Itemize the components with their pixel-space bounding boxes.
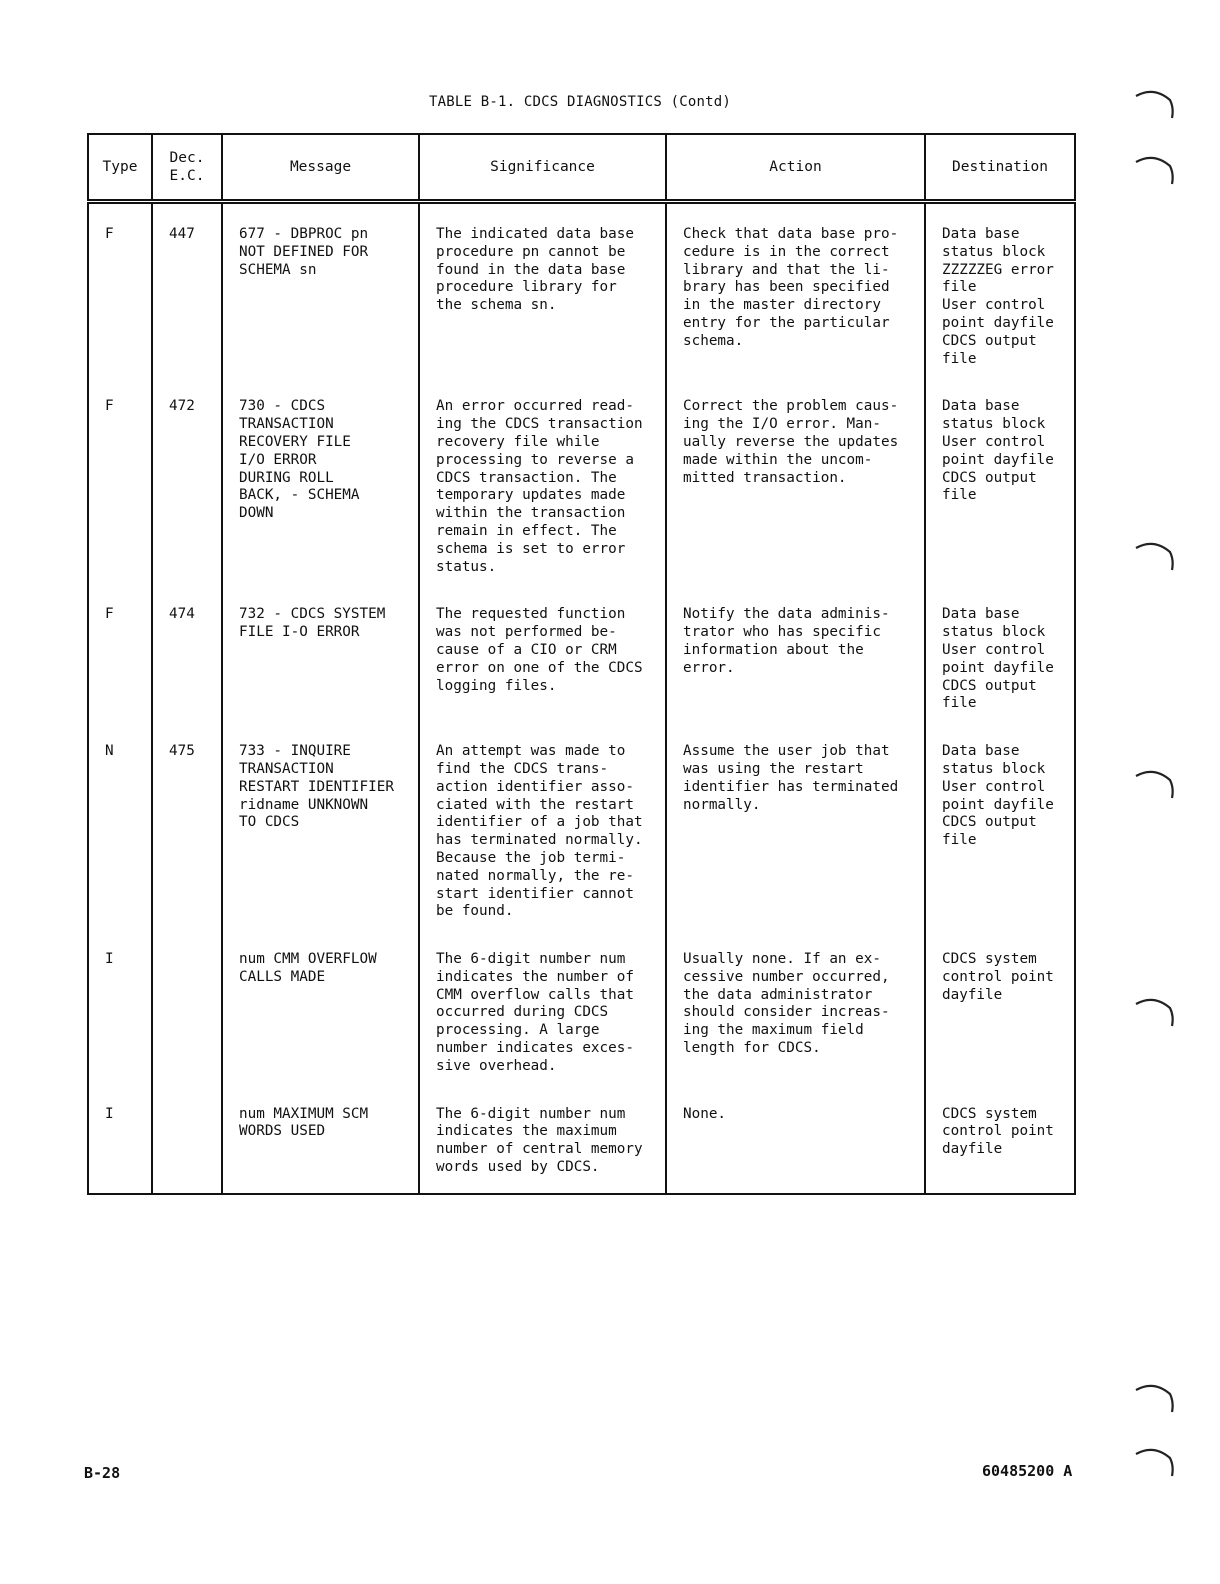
punch-hole-mark [1132,766,1176,802]
header-significance: Significance [419,134,666,202]
row-message: num MAXIMUM SCM WORDS USED [239,1105,369,1140]
row-destination: Data base status block User control point dayfile CDCS output file [942,398,1054,504]
row-message: 730 - CDCS TRANSACTION RECOVERY FILE I/O ERROR DURING ROLL BACK, - SCHEMA DOWN [239,398,360,522]
table-row [88,202,1075,385]
row-significance: An attempt was made to find the CDCS trans- action identifier asso- ciated with the restart identifier of a job that has terminated normally. Because the job termi- nated normally, the re- start identifier cannot be found. [436,743,643,920]
row-significance: The requested function was not performed be- cause of a CIO or CRM error on one of the CDCS logging files. [436,606,643,694]
row-type: F [105,226,114,242]
header-message: Message [222,134,419,202]
row-type: F [105,606,114,623]
table-row [88,592,1075,729]
header-action: Action [666,134,925,202]
row-destination: Data base status block ZZZZZEG error file User control point dayfile CDCS output file [942,226,1054,367]
row-action: Correct the problem caus- ing the I/O error. Man- ually reverse the updates made within the uncom- mitted transaction. [683,398,899,486]
punch-hole-mark [1132,86,1176,122]
punch-hole-mark [1132,1380,1176,1416]
row-action: Assume the user job that was using the restart identifier has terminated normally. [683,743,899,813]
table-row [88,384,1075,592]
punch-hole-mark [1132,1444,1176,1480]
row-destination: Data base status block User control point dayfile CDCS output file [942,743,1054,849]
row-action: Check that data base pro- cedure is in the correct library and that the li- brary has been specified in the master directory entry for the particular schema. [683,226,899,349]
table-header-row [88,134,1075,202]
table-row [88,729,1075,937]
row-significance: An error occurred read- ing the CDCS transaction recovery file while processing to reverse a CDCS transaction. The temporary updates made within the transaction remain in effect. The schema is set to error status. [436,398,643,575]
row-dec-ec: 447 [169,226,195,242]
row-message: num CMM OVERFLOW CALLS MADE [239,951,377,985]
row-destination: Data base status block User control point dayfile CDCS output file [942,606,1054,712]
row-dec-ec [153,937,221,967]
row-dec-ec: 474 [169,606,195,623]
table-row [88,1092,1075,1194]
row-action: None. [683,1105,727,1122]
row-dec-ec: 472 [169,398,195,415]
header-dec-ec: Dec. E.C. [152,134,222,202]
row-action: Usually none. If an ex- cessive number occurred, the data administrator should consider increas- ing the maximum field length for CDCS. [683,951,890,1057]
row-type: I [105,1105,114,1122]
row-type: N [105,743,114,760]
row-action: Notify the data adminis- trator who has specific information about the error. [683,606,890,676]
row-type: F [105,398,114,415]
punch-hole-mark [1132,538,1176,574]
header-type: Type [88,134,152,202]
page-number: B-28 [84,1464,121,1482]
punch-hole-mark [1132,994,1176,1030]
document-number: 60485200 A [982,1462,1073,1480]
row-significance: The indicated data base procedure pn cannot be found in the data base procedure library for the schema sn. [436,226,634,314]
row-dec-ec [153,1092,221,1122]
header-destination: Destination [925,134,1075,202]
row-message: 732 - CDCS SYSTEM FILE I-O ERROR [239,606,386,641]
row-significance: The 6-digit number num indicates the number of CMM overflow calls that occurred during CDCS processing. A large number indicates exces- sive overhead. [436,951,634,1074]
row-destination: CDCS system control point dayfile [942,951,1054,1003]
table-row [88,937,1075,1092]
row-significance: The 6-digit number num indicates the maximum number of central memory words used by CDCS. [436,1105,643,1176]
row-dec-ec: 475 [169,743,195,760]
row-message: 733 - INQUIRE TRANSACTION RESTART IDENTIFIER ridname UNKNOWN TO CDCS [239,743,394,831]
table-title: TABLE B-1. CDCS DIAGNOSTICS (Contd) [428,94,731,110]
row-destination: CDCS system control point dayfile [942,1105,1054,1158]
diagnostics-table [87,133,1076,1195]
punch-hole-mark [1132,152,1176,188]
row-message: 677 - DBPROC pn NOT DEFINED FOR SCHEMA sn [239,226,369,278]
row-type: I [105,951,114,968]
